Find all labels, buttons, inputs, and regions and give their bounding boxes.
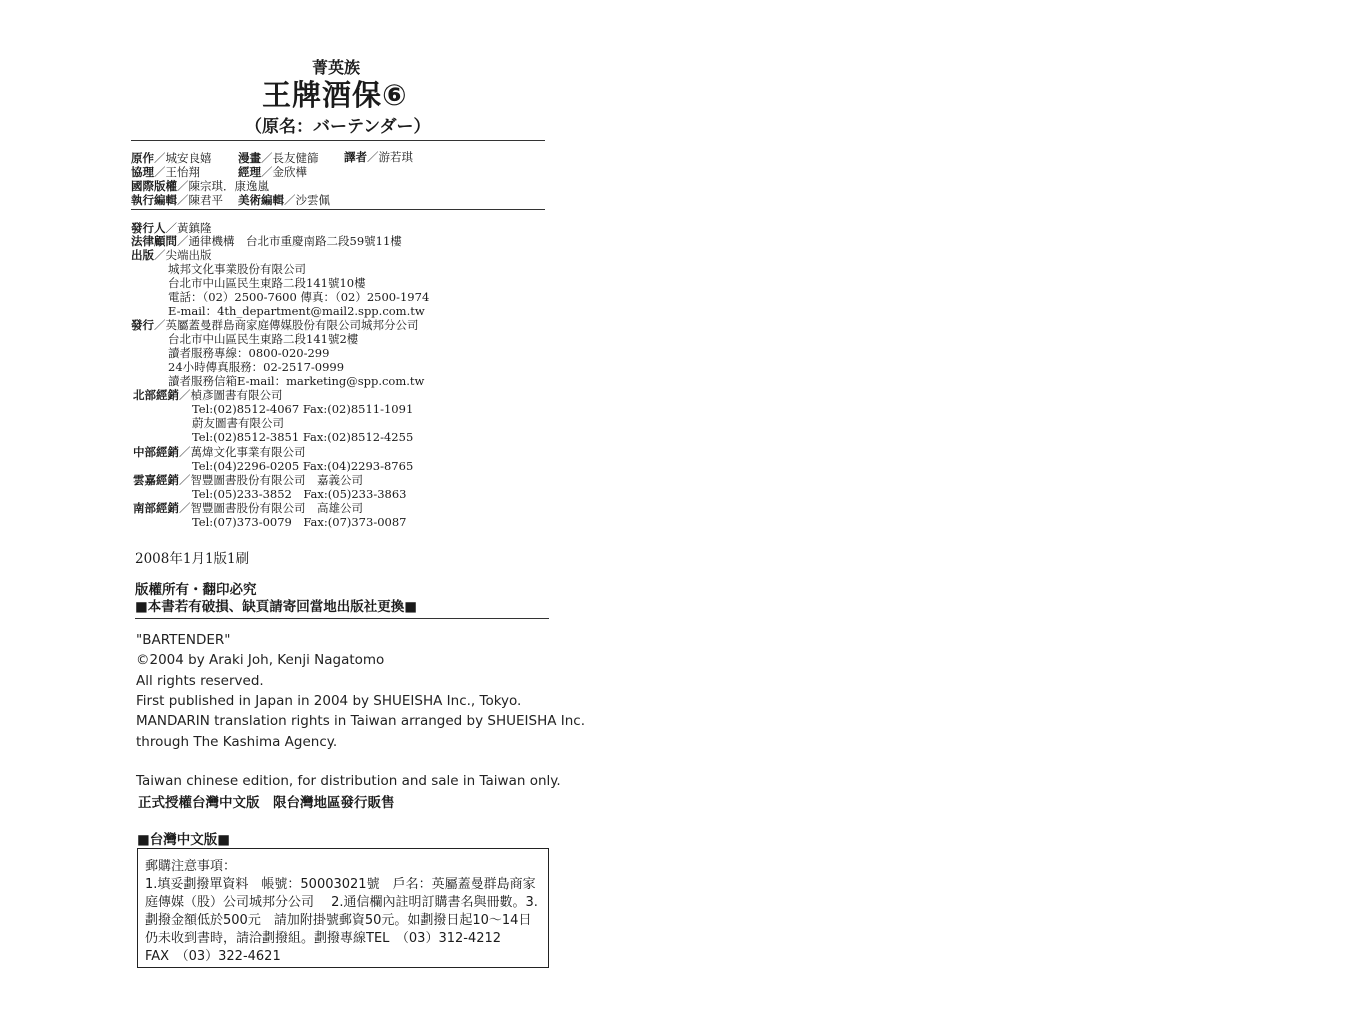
english-title: "BARTENDER" xyxy=(136,632,231,648)
credit-rights: 國際版權／陳宗琪．康逸嵐 xyxy=(131,179,269,193)
distributor-line: 發行／英屬蓋曼群島商家庭傳媒股份有限公司城邦分公司 xyxy=(131,318,419,332)
distributor-detail: 台北市中山區民生東路二段141號2樓 xyxy=(168,332,359,346)
credit-author: 原作／城安良嬉 xyxy=(131,151,212,165)
credit-assist: 協理／王怡翔 xyxy=(131,165,200,179)
english-translation-rights: MANDARIN translation rights in Taiwan arranged by SHUEISHA Inc. xyxy=(136,713,586,729)
english-rights: All rights reserved. xyxy=(136,673,264,689)
taiwan-label: ■台灣中文版■ xyxy=(137,832,231,848)
central-distributor: 中部經銷／萬煒文化事業有限公司 xyxy=(133,445,306,459)
damage-notice: ■本書若有破損、缺頁請寄回當地出版社更換■ xyxy=(135,599,418,615)
divider xyxy=(135,618,549,619)
divider xyxy=(131,209,545,210)
publisher-detail: 台北市中山區民生東路二段141號10樓 xyxy=(168,276,366,290)
divider xyxy=(131,140,545,141)
english-published: First published in Japan in 2004 by SHUEISHA Inc., Tokyo. xyxy=(136,693,522,709)
credit-artist: 漫畫／長友健篩 xyxy=(238,151,319,165)
publisher-detail: 城邦文化事業股份有限公司 xyxy=(168,262,306,276)
copyright-notice: 版權所有・翻印必究 xyxy=(135,582,257,598)
south-distributor: 南部經銷／智豐圖書股份有限公司 高雄公司 xyxy=(133,501,363,515)
notice-title: 郵購注意事項： xyxy=(145,859,237,874)
north-detail: 蔚友圖書有限公司 xyxy=(192,416,284,430)
edition-date: 2008年1月1版1刷 xyxy=(135,551,250,567)
central-detail: Tel:(04)2296-0205 Fax:(04)2293-8765 xyxy=(192,459,414,473)
mail-order-notice xyxy=(137,848,549,968)
taiwan-edition: Taiwan chinese edition, for distribution and sale in Taiwan only. xyxy=(136,773,561,789)
chiayi-distributor: 雲嘉經銷／智豐圖書股份有限公司 嘉義公司 xyxy=(133,473,363,487)
distributor-detail: 24小時傳真服務：02-2517-0999 xyxy=(168,360,345,374)
credit-art-editor: 美術編輯／沙雲佩 xyxy=(238,193,330,207)
english-copyright: ©2004 by Araki Joh, Kenji Nagatomo xyxy=(136,652,385,668)
original-title: （原名：バーテンダー） xyxy=(245,117,431,137)
publisher-email: E-mail：4th_department@mail2.spp.com.tw xyxy=(168,304,425,318)
book-title: 王牌酒保⑥ xyxy=(262,78,408,112)
chiayi-detail: Tel:(05)233-3852 Fax:(05)233-3863 xyxy=(192,487,407,501)
credit-translator: 譯者／游若琪 xyxy=(344,150,413,164)
series-name: 菁英族 xyxy=(312,58,361,77)
north-distributor: 北部經銷／楨彥圖書有限公司 xyxy=(133,388,283,402)
publisher-line: 出版／尖端出版 xyxy=(131,248,212,262)
authorized-edition: 正式授權台灣中文版 限台灣地區發行販售 xyxy=(138,795,395,811)
distributor-detail: 讀者服務專線：0800-020-299 xyxy=(168,346,330,360)
credit-manager: 經理／金欣樺 xyxy=(238,165,307,179)
issuer: 發行人／黃鎮隆 xyxy=(131,221,212,235)
notice-body: 1.填妥劃撥單資料 帳號：50003021號 戶名：英屬蓋曼群島商家庭傳媒（股）公司城邦分公司 2.通信欄內註明訂購書名與冊數。3.劃撥金額低於500元 請加附掛號郵資50元。如劃撥日起10～14日 仍未收到書時，請洽劃撥組。劃撥專線TEL （03）312-4212 FAX （03）322-4621 xyxy=(145,877,545,964)
north-detail: Tel:(02)8512-3851 Fax:(02)8512-4255 xyxy=(192,430,414,444)
english-agency: through The Kashima Agency. xyxy=(136,734,338,750)
legal-counsel: 法律顧問／通律機構 台北市重慶南路二段59號11樓 xyxy=(131,234,402,248)
north-detail: Tel:(02)8512-4067 Fax:(02)8511-1091 xyxy=(192,402,414,416)
south-detail: Tel:(07)373-0079 Fax:(07)373-0087 xyxy=(192,515,407,529)
credit-editor: 執行編輯／陳君平 xyxy=(131,193,223,207)
distributor-email: 讀者服務信箱E-mail：marketing@spp.com.tw xyxy=(168,374,425,388)
publisher-detail: 電話：（02）2500-7600 傳真：（02）2500-1974 xyxy=(168,290,430,304)
